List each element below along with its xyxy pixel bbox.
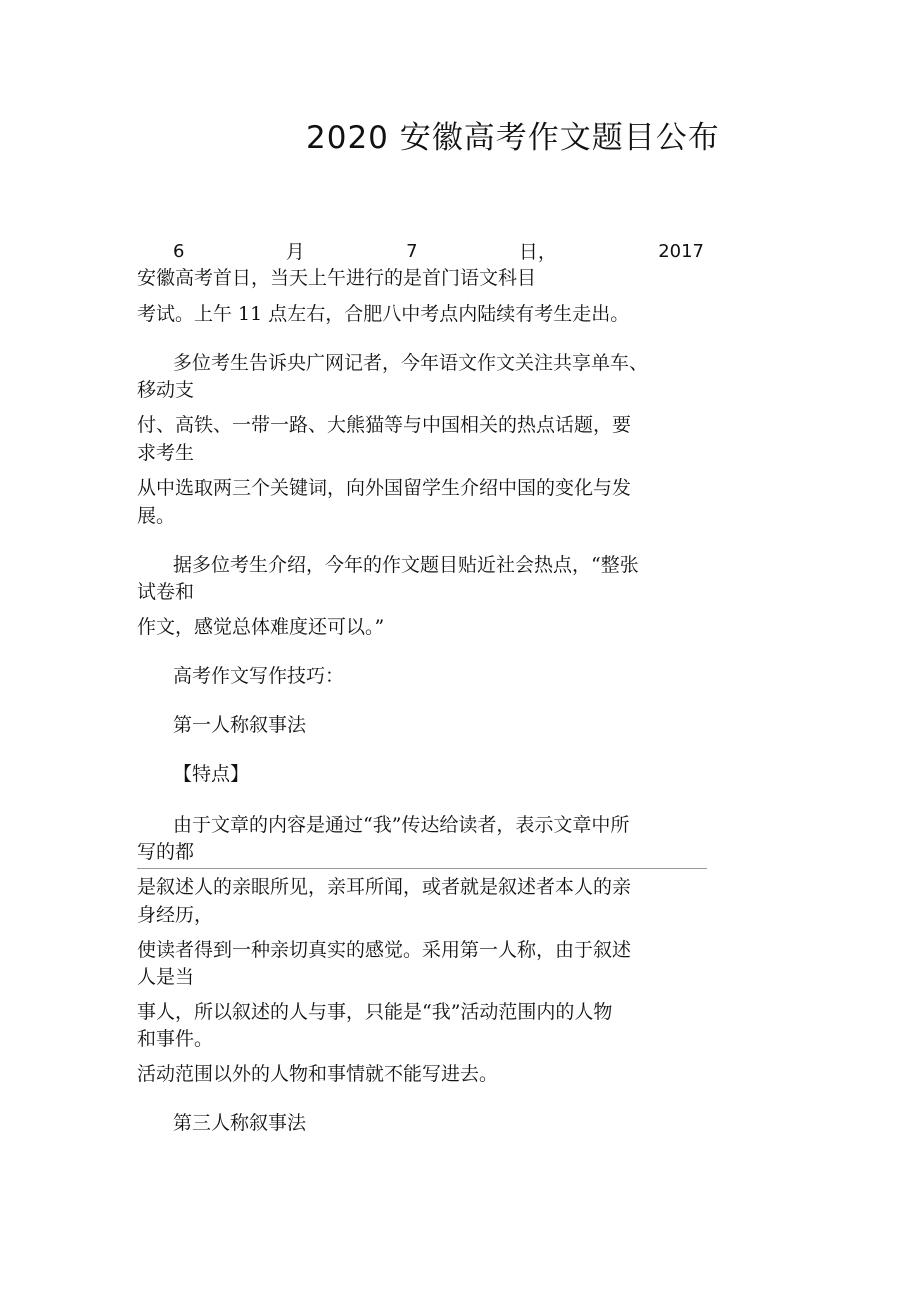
paragraph-line: 付、高铁、一带一路、大熊猫等与中国相关的热点话题，要	[137, 414, 632, 436]
paragraph-line: 写的都	[137, 841, 195, 863]
paragraph-line: 求考生	[137, 442, 195, 464]
paragraph-line: 从中选取两三个关键词，向外国留学生介绍中国的变化与发	[137, 477, 632, 499]
paragraph-line: 使读者得到一种亲切真实的感觉。采用第一人称，由于叙述	[137, 939, 632, 961]
paragraph-line: 人是当	[137, 966, 195, 988]
section-heading: 第一人称叙事法	[173, 714, 307, 736]
section-heading: 高考作文写作技巧：	[173, 665, 345, 687]
paragraph-line: 展。	[137, 505, 176, 527]
paragraph-line: 多位考生告诉央广网记者，今年语文作文关注共享单车、	[173, 352, 649, 374]
paragraph-line: 和事件。	[137, 1028, 214, 1050]
paragraph-line: 是叙述人的亲眼所见，亲耳所闻，或者就是叙述者本人的亲	[137, 876, 632, 898]
paragraph-line: 安徽高考首日，当天上午进行的是首门语文科目	[137, 267, 537, 289]
section-heading: 【特点】	[173, 763, 250, 785]
date-year: 2017	[658, 241, 704, 262]
paragraph-line: 考试。上午 11 点左右，合肥八中考点内陆续有考生走出。	[137, 303, 630, 325]
date-line	[173, 239, 704, 265]
paragraph-line: 作文，感觉总体难度还可以。”	[137, 616, 385, 638]
date-date-number: 7	[406, 241, 418, 262]
paragraph-line: 身经历，	[137, 904, 214, 926]
paragraph-line: 由于文章的内容是通过“我”传达给读者，表示文章中所	[173, 814, 630, 836]
horizontal-rule	[137, 868, 707, 869]
document-title: 2020 安徽高考作文题目公布	[306, 120, 720, 156]
paragraph-line: 试卷和	[137, 581, 195, 603]
paragraph-line: 移动支	[137, 379, 195, 401]
paragraph-line: 活动范围以外的人物和事情就不能写进去。	[137, 1063, 499, 1085]
date-month-char: 月	[285, 241, 305, 263]
paragraph-line: 事人，所以叙述的人与事，只能是“我”活动范围内的人物	[137, 1001, 613, 1023]
date-day-number: 6	[173, 241, 185, 262]
paragraph-line: 据多位考生介绍，今年的作文题目贴近社会热点，“整张	[173, 554, 639, 576]
section-heading: 第三人称叙事法	[173, 1112, 307, 1134]
date-day-char: 日，	[518, 241, 557, 263]
